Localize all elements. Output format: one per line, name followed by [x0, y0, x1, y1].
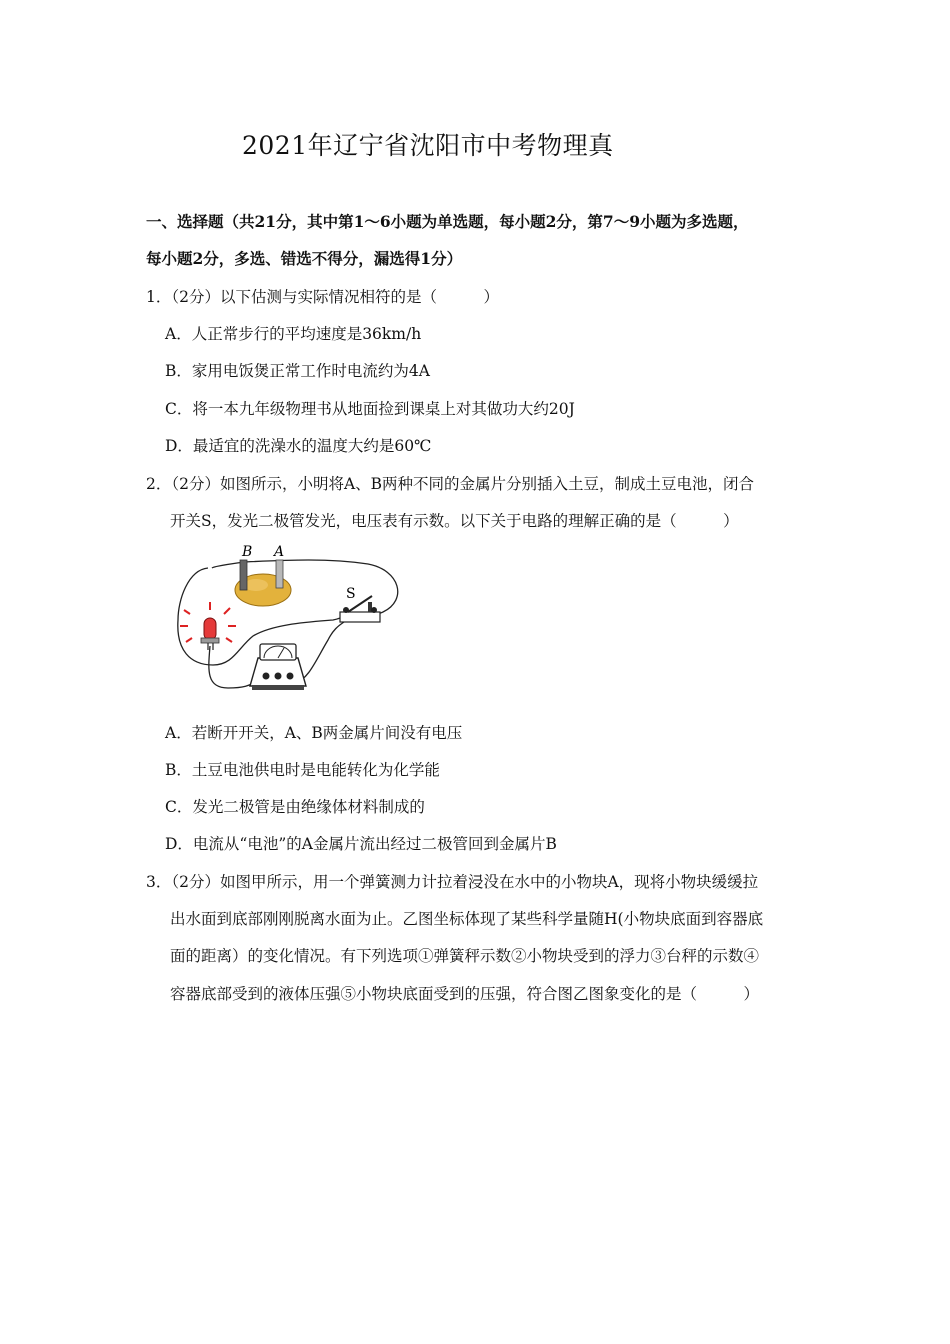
question-2-option-d: D．电流从“电池”的A金属片流出经过二极管回到金属片B: [165, 835, 557, 853]
led-icon: [180, 602, 236, 650]
question-1-stem: 1．（2分）以下估测与实际情况相符的是（ ）: [146, 288, 499, 306]
document-title: 2021年辽宁省沈阳市中考物理真: [242, 131, 614, 160]
label-s: S: [346, 586, 356, 602]
question-3-stem-line-3: 面的距离）的变化情况。有下列选项①弹簧秤示数②小物块受到的浮力③台秤的示数④: [170, 947, 760, 965]
question-3-stem-line-1: 3．（2分）如图甲所示，用一个弹簧测力计拉着浸没在水中的小物块A，现将小物块缓缓拉: [146, 873, 759, 891]
question-2-stem-line-1: 2．（2分）如图所示，小明将A、B两种不同的金属片分别插入土豆，制成土豆电池，闭合: [146, 475, 755, 493]
voltmeter-icon: [250, 644, 306, 690]
question-2-stem-line-2: 开关S，发光二极管发光，电压表有示数。以下关于电路的理解正确的是（ ）: [170, 512, 739, 530]
question-3-stem-line-4: 容器底部受到的液体压强⑤小物块底面受到的压强，符合图乙图象变化的是（ ）: [170, 985, 760, 1003]
question-1-option-d: D．最适宜的洗澡水的温度大约是60℃: [165, 437, 432, 455]
question-1-option-c: C．将一本九年级物理书从地面捡到课桌上对其做功大约20J: [165, 400, 575, 418]
question-1-option-b: B．家用电饭煲正常工作时电流约为4A: [165, 362, 430, 380]
question-1-option-a: A．人正常步行的平均速度是36km/h: [165, 325, 422, 343]
question-3-stem-line-2: 出水面到底部刚刚脱离水面为止。乙图坐标体现了某些科学量随H(小物块底面到容器底: [170, 910, 764, 928]
metal-plate-b-icon: [240, 560, 247, 590]
question-2-option-a: A．若断开开关，A、B两金属片间没有电压: [165, 724, 463, 742]
metal-plate-a-icon: [276, 560, 283, 588]
label-a: A: [274, 544, 285, 560]
label-b: B: [242, 544, 253, 560]
section-heading-line-1: 一、选择题（共21分，其中第1～6小题为单选题，每小题2分，第7～9小题为多选题，: [146, 212, 749, 231]
potato-battery-circuit-figure: [168, 540, 418, 705]
section-heading-line-2: 每小题2分，多选、错选不得分，漏选得1分）: [146, 249, 463, 268]
question-2-option-b: B．土豆电池供电时是电能转化为化学能: [165, 761, 440, 779]
question-2-option-c: C．发光二极管是由绝缘体材料制成的: [165, 798, 425, 816]
